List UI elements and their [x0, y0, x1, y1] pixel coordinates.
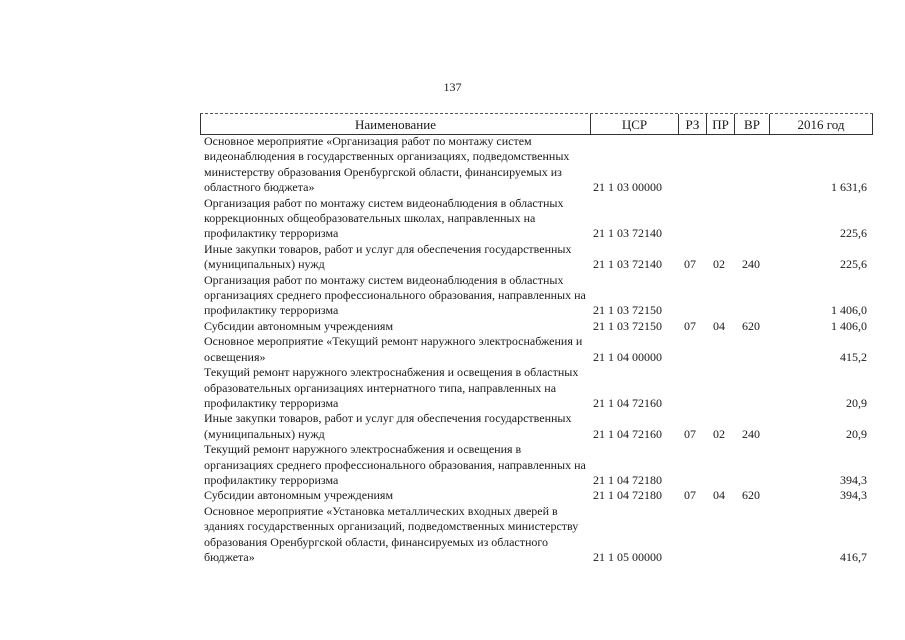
row-rz: 07: [684, 488, 696, 503]
row-name: Организация работ по монтажу систем видеонаблюдения в областных организациях среднего профессионального образования, направленных на профилактику терроризма: [204, 272, 586, 318]
row-vr: 620: [742, 318, 760, 333]
row-csr: 21 1 05 00000: [593, 549, 662, 564]
row-amount: 1 406,0: [831, 318, 867, 333]
header-csr: ЦСР: [590, 114, 678, 134]
row-pr: 04: [713, 318, 725, 333]
row-name: Субсидии автономным учреждениям: [204, 318, 394, 333]
row-amount: 394,3: [840, 488, 867, 503]
table-header: [200, 113, 873, 135]
row-name: Основное мероприятие «Установка металлических входных дверей в зданиях государственных организаций, подведомственных министерству образования Оренбургской области, финансируемых из областного бюджета»: [204, 503, 579, 564]
row-amount: 20,9: [846, 395, 867, 410]
row-rz: 07: [684, 318, 696, 333]
table-row: [200, 442, 873, 488]
row-amount: 1 406,0: [831, 303, 867, 318]
row-csr: 21 1 03 72140: [593, 226, 662, 241]
row-csr: 21 1 03 72140: [593, 257, 662, 272]
table-row: [200, 273, 873, 319]
table-row: [200, 411, 873, 442]
header-name: Наименование: [200, 114, 590, 134]
table-row: [200, 334, 873, 365]
row-csr: 21 1 03 72150: [593, 318, 662, 333]
row-vr: 240: [742, 257, 760, 272]
budget-table: [200, 134, 873, 565]
row-vr: 620: [742, 488, 760, 503]
row-amount: 225,6: [840, 257, 867, 272]
row-csr: 21 1 04 72160: [593, 395, 662, 410]
row-csr: 21 1 04 72180: [593, 472, 662, 487]
row-amount: 1 631,6: [831, 180, 867, 195]
row-name: Субсидии автономным учреждениям: [204, 488, 394, 503]
row-pr: 02: [713, 257, 725, 272]
row-pr: 04: [713, 488, 725, 503]
table-row: [200, 134, 873, 196]
header-year: 2016 год: [769, 114, 873, 134]
row-csr: 21 1 04 00000: [593, 349, 662, 364]
table-row: [200, 196, 873, 242]
row-amount: 394,3: [840, 472, 867, 487]
row-csr: 21 1 04 72180: [593, 488, 662, 503]
header-vr: ВР: [734, 114, 769, 134]
row-amount: 415,2: [840, 349, 867, 364]
table-row: [200, 242, 873, 273]
row-name: Текущий ремонт наружного электроснабжения и освещения в организациях среднего профессионального образования, направленных на профилактику терроризма: [204, 442, 586, 487]
row-vr: 240: [742, 426, 760, 441]
table-row: [200, 365, 873, 411]
row-csr: 21 1 03 72150: [593, 303, 662, 318]
row-rz: 07: [684, 257, 696, 272]
row-amount: 225,6: [840, 226, 867, 241]
row-name: Основное мероприятие «Организация работ по монтажу систем видеонаблюдения в государственных организациях, подведомственных министерству образования Оренбургской области, финансируемых из областного бюджета»: [204, 134, 570, 195]
row-pr: 02: [713, 426, 725, 441]
header-rz: РЗ: [678, 114, 706, 134]
table-row: [200, 319, 873, 334]
row-amount: 20,9: [846, 426, 867, 441]
row-amount: 416,7: [840, 549, 867, 564]
row-name: Текущий ремонт наружного электроснабжения и освещения в областных образовательных организациях интернатного типа, направленных на профилактику терроризма: [204, 365, 579, 410]
row-csr: 21 1 03 00000: [593, 180, 662, 195]
header-pr: ПР: [706, 114, 734, 134]
row-name: Иные закупки товаров, работ и услуг для обеспечения государственных (муниципальных) нужд: [204, 241, 572, 272]
row-csr: 21 1 04 72160: [593, 426, 662, 441]
page-number: 137: [443, 80, 462, 94]
row-rz: 07: [684, 426, 696, 441]
row-name: Основное мероприятие «Текущий ремонт наружного электроснабжения и освещения»: [204, 334, 583, 364]
row-name: Иные закупки товаров, работ и услуг для обеспечения государственных (муниципальных) нужд: [204, 411, 572, 441]
row-name: Организация работ по монтажу систем видеонаблюдения в областных коррекционных общеобразовательных школах, направленных на профилактику терроризма: [204, 195, 564, 241]
table-row: [200, 504, 873, 566]
table-row: [200, 488, 873, 503]
